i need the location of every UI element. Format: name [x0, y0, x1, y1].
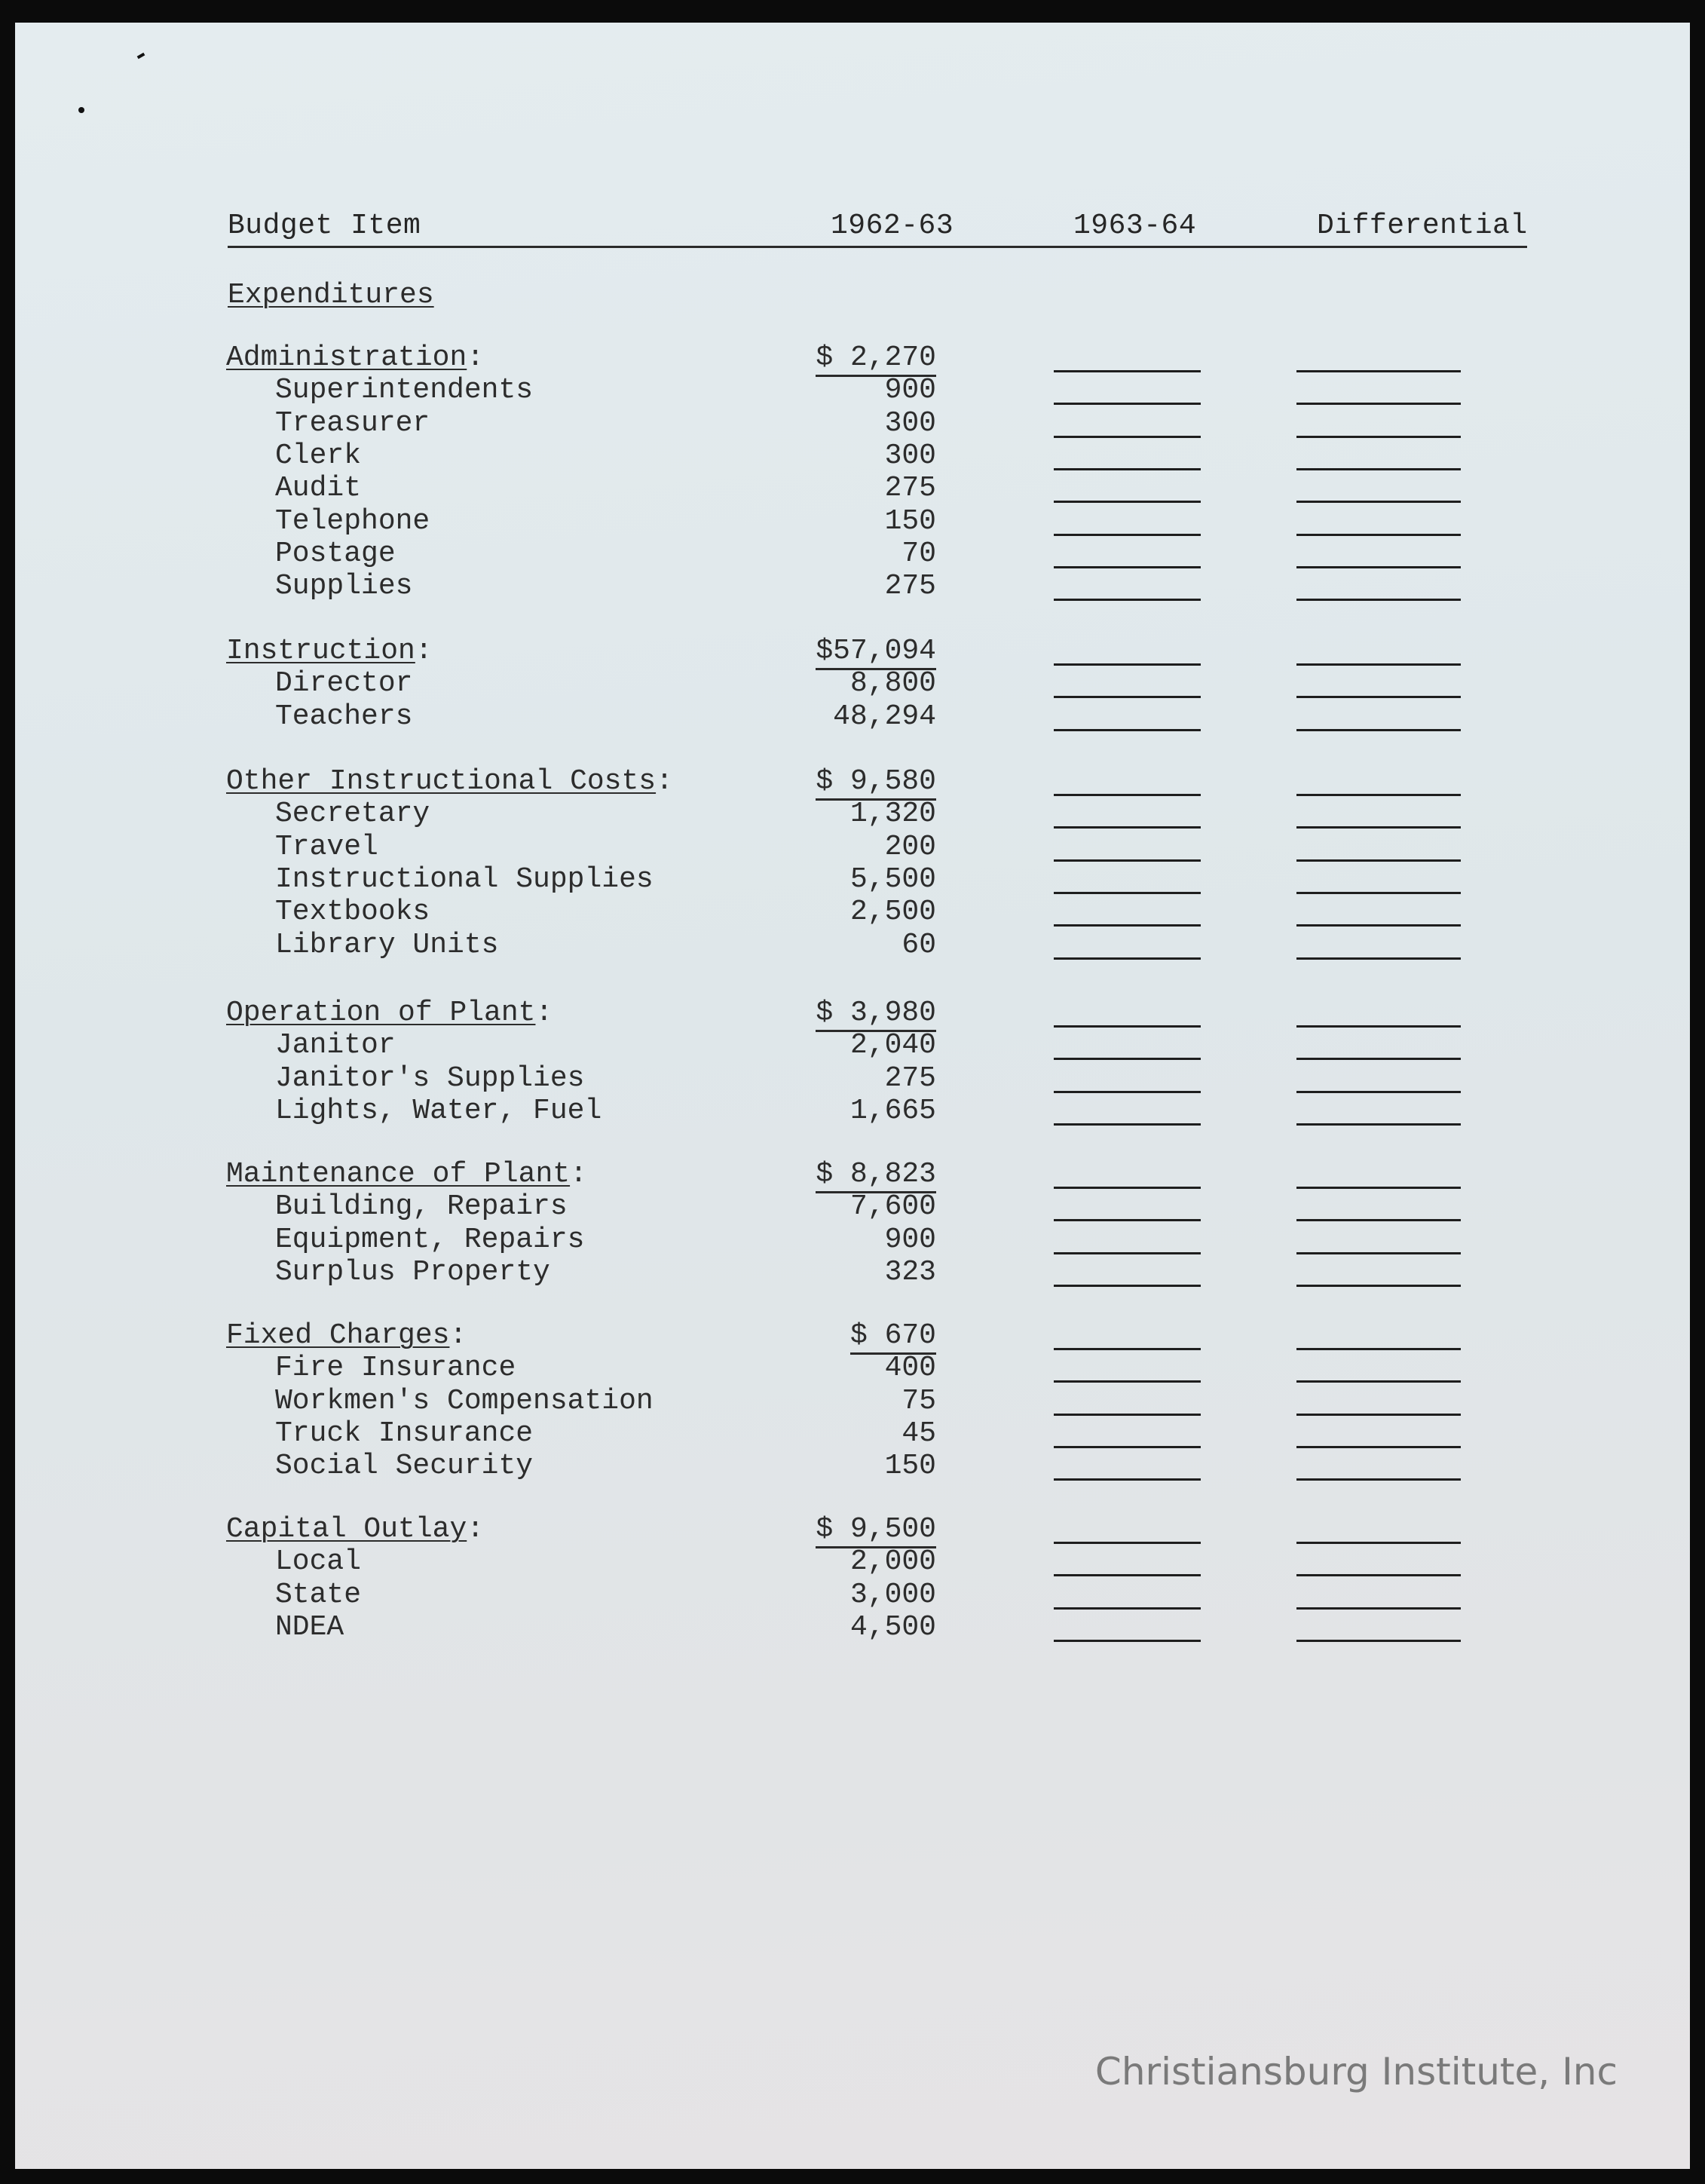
table-row — [15, 1385, 1690, 1417]
blank-line-1963-64 — [1054, 826, 1201, 829]
table-row — [15, 1224, 1690, 1256]
group-heading — [226, 997, 553, 1029]
table-row — [15, 1579, 1690, 1611]
item-value: 60 — [901, 928, 936, 961]
group-title: Operation of Plant — [226, 997, 536, 1029]
blank-line-1963-64 — [1054, 501, 1201, 503]
blank-line-1963-64 — [1054, 1187, 1201, 1189]
group-title-colon: : — [467, 342, 485, 374]
item-label: Postage — [275, 537, 396, 570]
blank-line-differential — [1296, 1123, 1461, 1126]
blank-line-differential — [1296, 1025, 1461, 1028]
blank-line-differential — [1296, 663, 1461, 666]
item-label: Secretary — [275, 798, 430, 831]
header-rule — [228, 246, 1527, 248]
table-row — [15, 1095, 1690, 1127]
blank-line-differential — [1296, 1187, 1461, 1189]
item-label: Superintendents — [275, 374, 534, 407]
blank-line-1963-64 — [1054, 859, 1201, 862]
blank-line-1963-64 — [1054, 566, 1201, 568]
blank-line-1963-64 — [1054, 663, 1201, 666]
group-title: Capital Outlay — [226, 1513, 467, 1545]
group-heading-row — [15, 1513, 1690, 1545]
item-label: Janitor's Supplies — [275, 1061, 585, 1095]
blank-line-differential — [1296, 501, 1461, 503]
item-label: Workmen's Compensation — [275, 1384, 654, 1417]
group-heading — [226, 635, 433, 667]
blank-line-differential — [1296, 403, 1461, 405]
group-heading-row — [15, 765, 1690, 798]
item-value: 2,000 — [849, 1545, 936, 1579]
group-total: $ 670 — [850, 1319, 936, 1355]
blank-line-differential — [1296, 1219, 1461, 1221]
blank-line-1963-64 — [1054, 468, 1201, 470]
watermark: Christiansburg Institute, Inc — [1094, 2050, 1618, 2094]
blank-line-differential — [1296, 794, 1461, 796]
item-value: 275 — [884, 1061, 936, 1095]
blank-line-1963-64 — [1054, 1348, 1201, 1350]
blank-line-1963-64 — [1054, 1414, 1201, 1416]
group-total: $ 9,580 — [816, 765, 936, 801]
group-title-colon: : — [415, 635, 433, 667]
group-heading-row — [15, 635, 1690, 667]
table-row — [15, 1352, 1690, 1384]
blank-line-differential — [1296, 1607, 1461, 1610]
ink-mark — [78, 107, 84, 113]
blank-line-1963-64 — [1054, 794, 1201, 796]
table-row — [15, 667, 1690, 700]
item-label: Director — [275, 667, 413, 700]
group-total: $57,094 — [816, 635, 936, 670]
item-value: 1,665 — [849, 1094, 936, 1127]
group-title-colon: : — [467, 1513, 485, 1545]
item-value: 323 — [884, 1255, 936, 1288]
item-value: 48,294 — [833, 700, 936, 733]
item-value: 4,500 — [849, 1610, 936, 1643]
item-label: Travel — [275, 830, 378, 863]
table-row — [15, 1545, 1690, 1578]
table-row — [15, 374, 1690, 406]
table-row — [15, 929, 1690, 961]
blank-line-1963-64 — [1054, 1123, 1201, 1126]
blank-line-1963-64 — [1054, 403, 1201, 405]
blank-line-differential — [1296, 924, 1461, 927]
group-title-colon: : — [449, 1319, 467, 1352]
blank-line-1963-64 — [1054, 696, 1201, 698]
group-total: $ 3,980 — [816, 997, 936, 1032]
blank-line-differential — [1296, 566, 1461, 568]
item-value: 7,600 — [849, 1190, 936, 1224]
table-row — [15, 1190, 1690, 1223]
item-value: 275 — [884, 472, 936, 505]
item-label: State — [275, 1578, 362, 1611]
blank-line-differential — [1296, 370, 1461, 372]
item-value: 8,800 — [849, 667, 936, 700]
item-value: 70 — [901, 537, 936, 570]
item-value: 2,040 — [849, 1029, 936, 1062]
group-total: $ 9,500 — [816, 1513, 936, 1548]
table-row — [15, 1062, 1690, 1095]
item-label: Equipment, Repairs — [275, 1223, 585, 1256]
table-row — [15, 798, 1690, 830]
table-row — [15, 1417, 1690, 1450]
group-heading-row — [15, 1158, 1690, 1190]
group-heading — [226, 765, 673, 798]
item-label: Social Security — [275, 1450, 534, 1483]
table-row — [15, 700, 1690, 733]
group-title: Instruction — [226, 635, 415, 667]
table-row — [15, 407, 1690, 440]
blank-line-1963-64 — [1054, 1446, 1201, 1448]
item-label: Fire Insurance — [275, 1352, 516, 1385]
blank-line-differential — [1296, 1058, 1461, 1060]
table-row — [15, 1256, 1690, 1288]
table-row — [15, 896, 1690, 928]
item-label: Library Units — [275, 928, 499, 961]
group-heading — [226, 1158, 587, 1190]
blank-line-differential — [1296, 1414, 1461, 1416]
blank-line-1963-64 — [1054, 534, 1201, 536]
budget-group — [15, 765, 1690, 991]
blank-line-differential — [1296, 696, 1461, 698]
item-label: NDEA — [275, 1610, 344, 1643]
group-title: Maintenance of Plant — [226, 1158, 571, 1190]
blank-line-1963-64 — [1054, 1607, 1201, 1610]
item-value: 900 — [884, 1223, 936, 1256]
item-value: 75 — [901, 1384, 936, 1417]
group-heading-row — [15, 997, 1690, 1029]
item-value: 900 — [884, 374, 936, 407]
group-title: Other Instructional Costs — [226, 765, 657, 798]
blank-line-1963-64 — [1054, 729, 1201, 731]
table-row — [15, 1611, 1690, 1643]
blank-line-differential — [1296, 599, 1461, 601]
blank-line-1963-64 — [1054, 1058, 1201, 1060]
item-value: 300 — [884, 439, 936, 472]
item-label: Lights, Water, Fuel — [275, 1094, 602, 1127]
blank-line-1963-64 — [1054, 924, 1201, 927]
group-title: Fixed Charges — [226, 1319, 450, 1352]
blank-line-1963-64 — [1054, 1542, 1201, 1544]
item-label: Local — [275, 1545, 362, 1579]
item-value: 5,500 — [849, 862, 936, 896]
item-label: Instructional Supplies — [275, 862, 654, 896]
item-label: Textbooks — [275, 896, 430, 929]
table-row — [15, 505, 1690, 538]
blank-line-1963-64 — [1054, 436, 1201, 438]
table-row — [15, 472, 1690, 504]
item-value: 45 — [901, 1417, 936, 1450]
group-heading — [226, 1319, 467, 1352]
item-label: Supplies — [275, 570, 413, 603]
item-label: Clerk — [275, 439, 362, 472]
group-heading — [226, 1513, 484, 1545]
blank-line-1963-64 — [1054, 599, 1201, 601]
blank-line-1963-64 — [1054, 1640, 1201, 1642]
column-header-1962-63: 1962-63 — [831, 210, 954, 242]
blank-line-1963-64 — [1054, 1380, 1201, 1383]
blank-line-differential — [1296, 892, 1461, 894]
blank-line-1963-64 — [1054, 370, 1201, 372]
table-row — [15, 440, 1690, 472]
item-label: Truck Insurance — [275, 1417, 534, 1450]
column-header-differential: Differential — [1317, 210, 1528, 242]
table-row — [15, 1450, 1690, 1482]
ink-mark — [137, 53, 145, 59]
item-label: Telephone — [275, 504, 430, 538]
section-title: Expenditures — [228, 279, 434, 311]
item-value: 200 — [884, 830, 936, 863]
blank-line-differential — [1296, 1542, 1461, 1544]
group-heading-row — [15, 1319, 1690, 1352]
group-total: $ 2,270 — [816, 342, 936, 377]
blank-line-differential — [1296, 436, 1461, 438]
group-title-colon: : — [535, 997, 553, 1029]
item-value: 150 — [884, 1450, 936, 1483]
budget-group — [15, 342, 1690, 603]
table-row — [15, 863, 1690, 896]
column-header-1963-64: 1963-64 — [1073, 210, 1197, 242]
item-value: 300 — [884, 406, 936, 440]
blank-line-1963-64 — [1054, 1574, 1201, 1576]
blank-line-1963-64 — [1054, 1219, 1201, 1221]
item-label: Janitor — [275, 1029, 396, 1062]
item-value: 2,500 — [849, 896, 936, 929]
blank-line-differential — [1296, 1380, 1461, 1383]
blank-line-differential — [1296, 1574, 1461, 1576]
blank-line-differential — [1296, 1285, 1461, 1287]
blank-line-differential — [1296, 1091, 1461, 1093]
blank-line-1963-64 — [1054, 1252, 1201, 1254]
table-row — [15, 1029, 1690, 1061]
column-header-budget-item: Budget Item — [228, 210, 421, 242]
document-page — [15, 23, 1690, 2169]
blank-line-1963-64 — [1054, 1091, 1201, 1093]
budget-group — [15, 1513, 1690, 1739]
blank-line-differential — [1296, 826, 1461, 829]
item-label: Teachers — [275, 700, 413, 733]
item-label: Building, Repairs — [275, 1190, 568, 1224]
blank-line-1963-64 — [1054, 1285, 1201, 1287]
group-title-colon: : — [656, 765, 673, 798]
blank-line-differential — [1296, 1640, 1461, 1642]
blank-line-differential — [1296, 729, 1461, 731]
table-row — [15, 831, 1690, 863]
group-title-colon: : — [570, 1158, 587, 1190]
item-value: 3,000 — [849, 1578, 936, 1611]
blank-line-differential — [1296, 534, 1461, 536]
blank-line-differential — [1296, 957, 1461, 960]
group-heading-row — [15, 342, 1690, 374]
blank-line-1963-64 — [1054, 1478, 1201, 1481]
table-row — [15, 570, 1690, 602]
blank-line-1963-64 — [1054, 1025, 1201, 1028]
group-total: $ 8,823 — [816, 1158, 936, 1193]
item-label: Audit — [275, 472, 362, 505]
blank-line-1963-64 — [1054, 957, 1201, 960]
blank-line-differential — [1296, 1446, 1461, 1448]
item-value: 150 — [884, 504, 936, 538]
item-value: 275 — [884, 570, 936, 603]
group-heading — [226, 342, 484, 374]
item-label: Treasurer — [275, 406, 430, 440]
blank-line-differential — [1296, 1348, 1461, 1350]
item-value: 1,320 — [849, 798, 936, 831]
budget-group — [15, 1319, 1690, 1545]
blank-line-differential — [1296, 859, 1461, 862]
blank-line-differential — [1296, 1252, 1461, 1254]
table-row — [15, 538, 1690, 570]
item-value: 400 — [884, 1352, 936, 1385]
group-title: Administration — [226, 342, 467, 374]
blank-line-differential — [1296, 468, 1461, 470]
item-label: Surplus Property — [275, 1255, 550, 1288]
blank-line-differential — [1296, 1478, 1461, 1481]
blank-line-1963-64 — [1054, 892, 1201, 894]
